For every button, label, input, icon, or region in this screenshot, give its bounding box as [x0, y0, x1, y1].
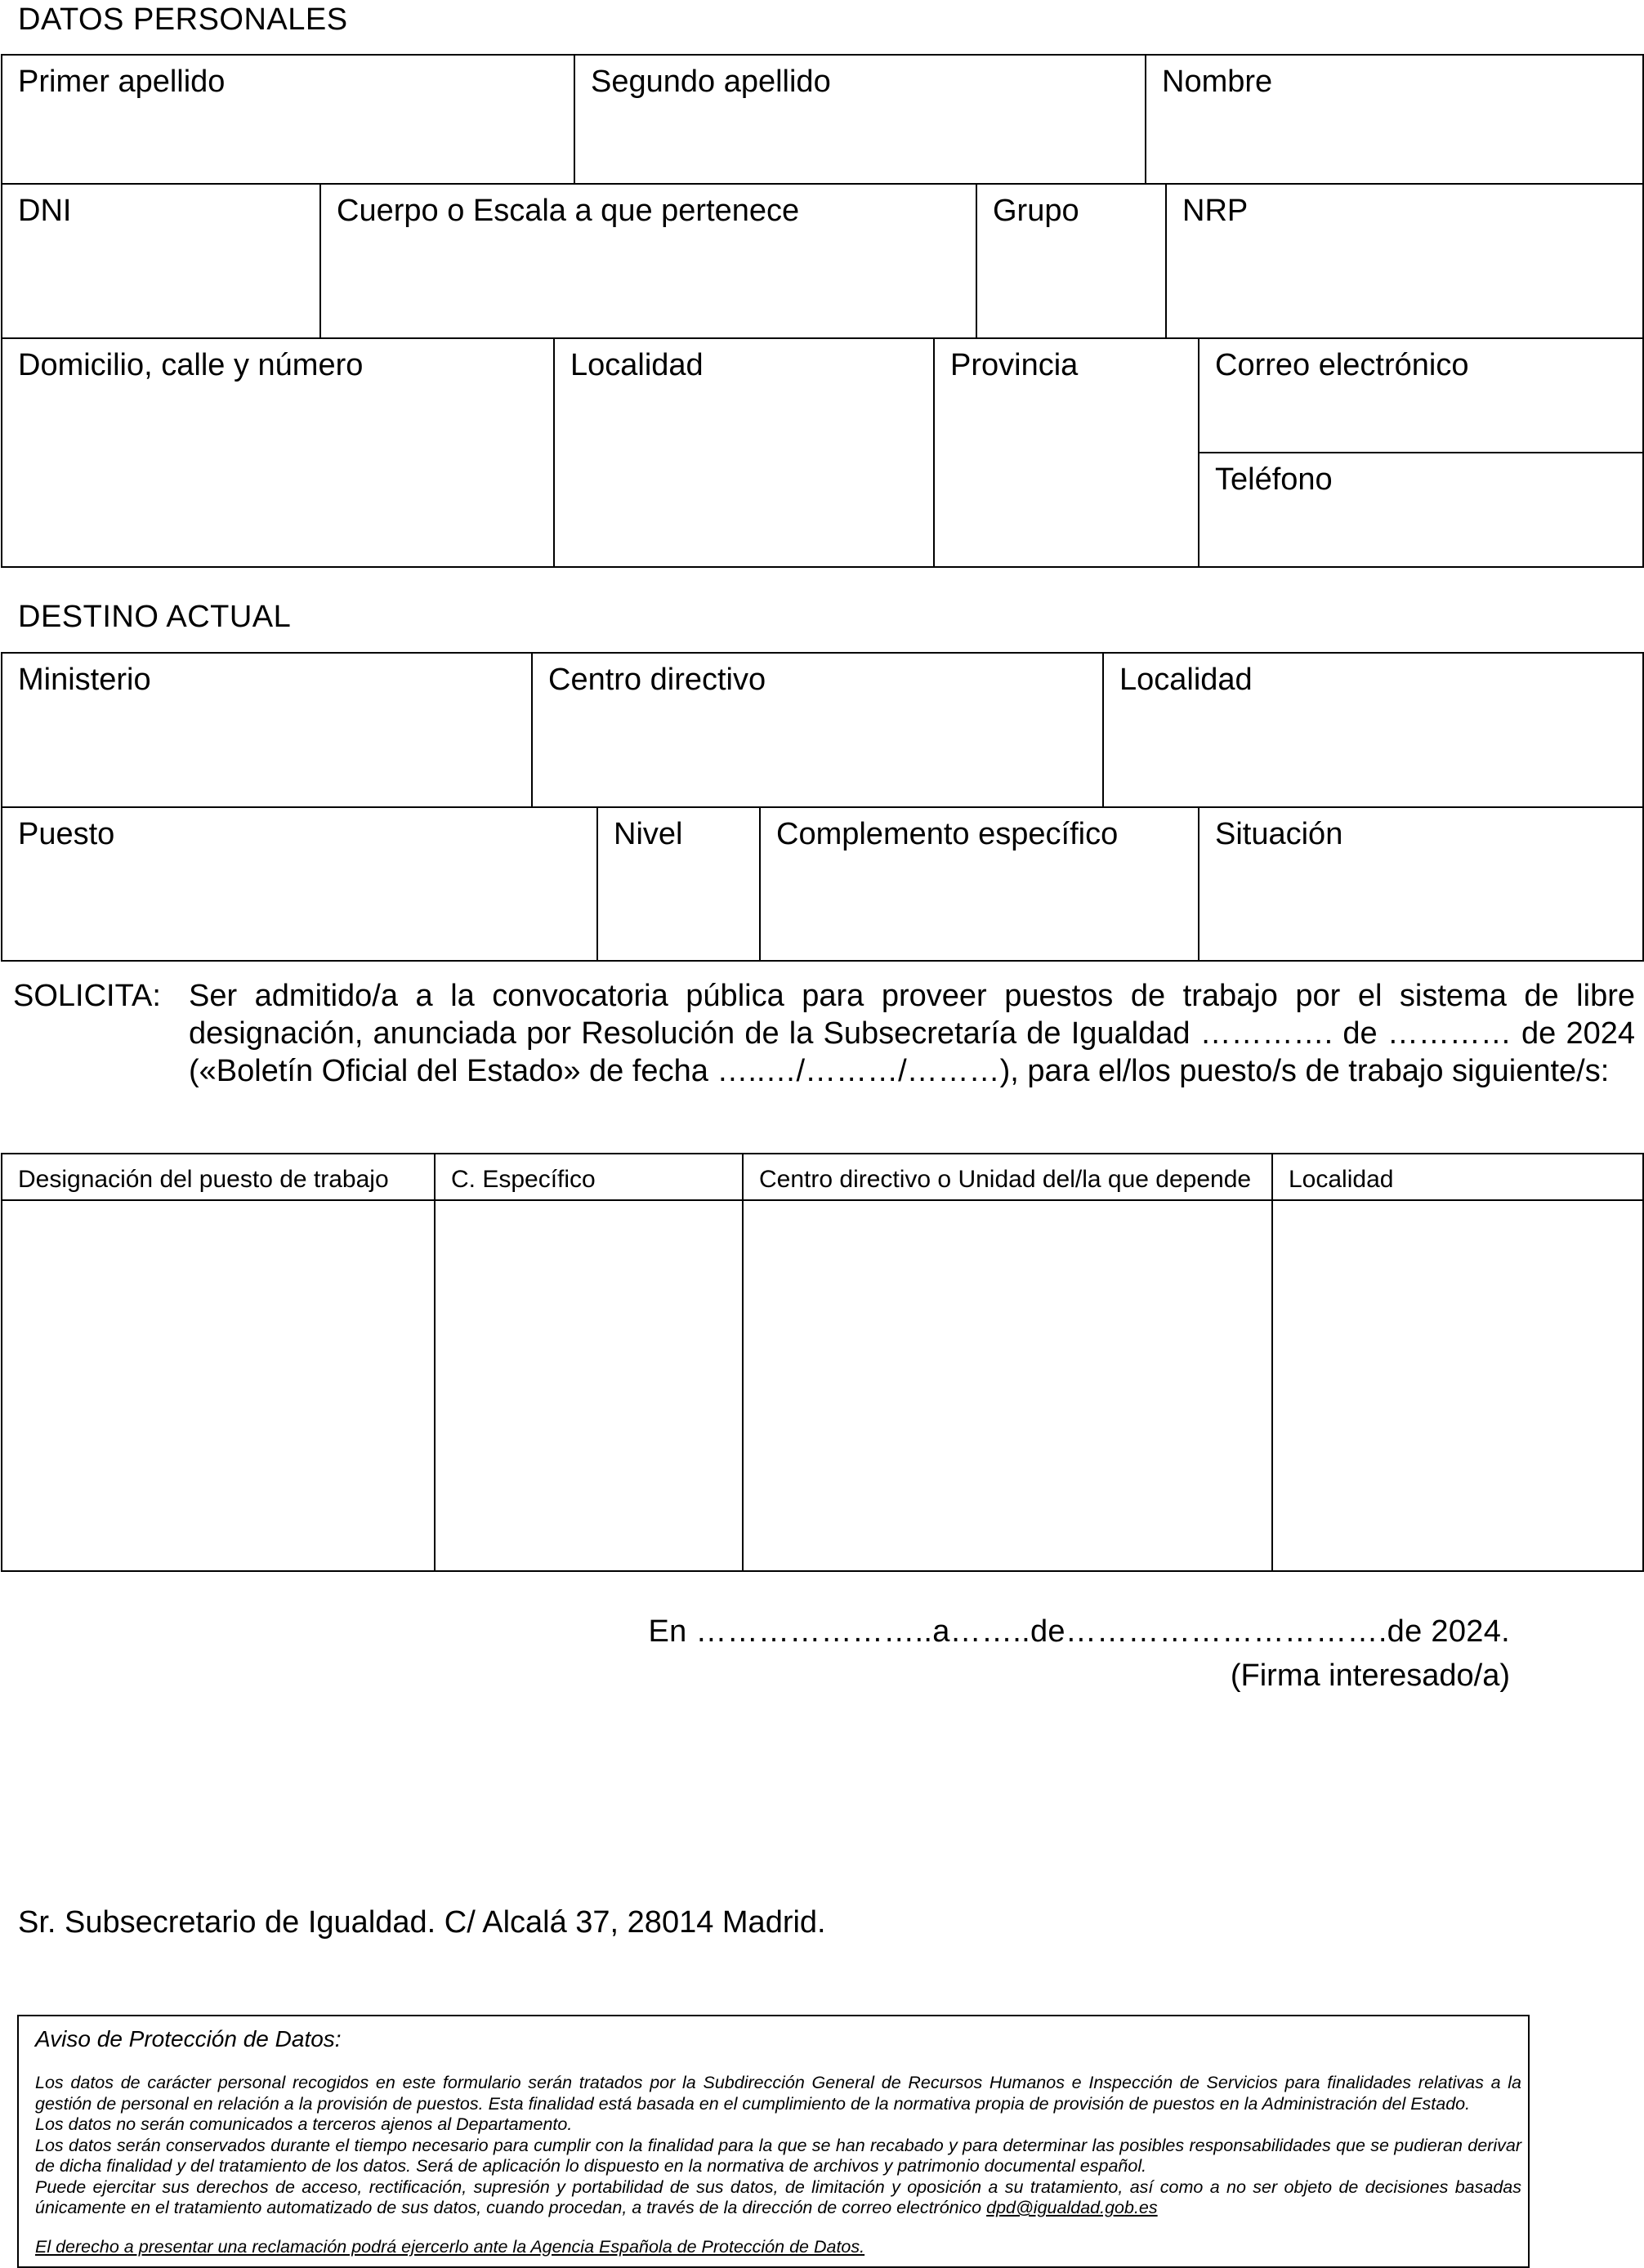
- nombre-label: Nombre: [1162, 65, 1273, 99]
- domicilio-field[interactable]: [2, 337, 554, 566]
- domicilio-label: Domicilio, calle y número: [18, 348, 364, 382]
- destino-actual-table: [1, 652, 1644, 962]
- privacy-paragraph-1: Los datos de carácter personal recogidos en este formulario serán tratados por la Subdirección General de Recursos Humanos e Inspección de Servicios para finalidades relativas a la gestión de personal en relación a la provisión de puestos. Esta finalidad está basada en el cumplimiento de la normativa propia de provisión de puestos en la Administración del Estado.: [35, 2073, 1521, 2114]
- privacy-paragraph-4: [35, 2177, 1521, 2219]
- dni-label: DNI: [18, 194, 72, 228]
- centro-directivo-field[interactable]: [531, 654, 1103, 807]
- correo-electronico-field[interactable]: [1198, 337, 1642, 453]
- privacy-title: Aviso de Protección de Datos:: [35, 2026, 342, 2051]
- privacy-paragraph-3: Los datos serán conservados durante el tiempo necesario para cumplir con la finalidad para la que se han recabado y para determinar las posibles responsabilidades que se pudieran derivar de dicha finalidad y del tratamiento de los datos. Será de aplicación lo dispuesto en la normativa de archivos y patrimonio documental español.: [35, 2135, 1521, 2176]
- nrp-label: NRP: [1182, 194, 1249, 228]
- header-centro-directivo: Centro directivo o Unidad del/la que depende: [742, 1154, 1272, 1199]
- puesto-label: Puesto: [18, 817, 115, 851]
- situacion-field[interactable]: [1198, 806, 1642, 960]
- primer-apellido-label: Primer apellido: [18, 65, 226, 99]
- localidad-destino-field[interactable]: [1102, 654, 1642, 807]
- correo-electronico-label: Correo electrónico: [1215, 348, 1469, 382]
- segundo-apellido-field[interactable]: [574, 56, 1146, 184]
- solicita-text: Ser admitido/a a la convocatoria pública para proveer puestos de trabajo por el sistema de libre designación, anunciada por Resolución de la Subsecretaría de Igualdad …………. de ………… de 2024 («Boletín Oficial del Estado» de fecha …..…/………/………), para el/los puesto/s de trabajo siguiente/s:: [189, 979, 1635, 1088]
- privacy-notice: [17, 2015, 1530, 2268]
- telefono-label: Teléfono: [1215, 462, 1333, 497]
- complemento-especifico-label: Complemento específico: [776, 817, 1119, 851]
- nivel-label: Nivel: [614, 817, 683, 851]
- nombre-field[interactable]: [1145, 56, 1642, 184]
- nrp-field[interactable]: [1165, 183, 1642, 338]
- header-c-especifico: C. Específico: [434, 1154, 744, 1199]
- privacy-reclamacion: El derecho a presentar una reclamación podrá ejercerlo ante la Agencia Española de Protección de Datos.: [35, 2236, 865, 2257]
- segundo-apellido-label: Segundo apellido: [591, 65, 831, 99]
- header-localidad: Localidad: [1271, 1154, 1642, 1199]
- puesto-field[interactable]: [2, 806, 597, 960]
- privacy-paragraph-2: Los datos no serán comunicados a terceros ajenos al Departamento.: [35, 2114, 573, 2134]
- centro-directivo-input-cell[interactable]: [742, 1199, 1272, 1571]
- recipient-address: Sr. Subsecretario de Igualdad. C/ Alcalá 37, 28014 Madrid.: [18, 1905, 826, 1940]
- datos-personales-title: DATOS PERSONALES: [18, 2, 348, 37]
- provincia-field[interactable]: [933, 337, 1199, 566]
- privacy-rights-text: Puede ejercitar sus derechos de acceso, rectificación, supresión y portabilidad de sus datos, de limitación y oposición a su tratamiento, así como a no ser objeto de decisiones basadas únicamente en el tratamiento automatizado de sus datos, cuando procedan, a través de la dirección de correo electrónico: [35, 2176, 1521, 2217]
- header-designacion: Designación del puesto de trabajo: [18, 1166, 389, 1193]
- localidad-personal-label: Localidad: [570, 348, 704, 382]
- date-line: En …………………..a……..de………………………….de 2024.: [648, 1614, 1510, 1649]
- grupo-label: Grupo: [993, 194, 1079, 228]
- puestos-table: [1, 1153, 1644, 1572]
- localidad-destino-label: Localidad: [1119, 663, 1253, 697]
- ministerio-field[interactable]: [2, 654, 532, 807]
- dpd-email-link[interactable]: dpd@igualdad.gob.es: [986, 2198, 1158, 2217]
- datos-personales-table: [1, 54, 1644, 568]
- provincia-label: Provincia: [950, 348, 1079, 382]
- cuerpo-escala-label: Cuerpo o Escala a que pertenece: [337, 194, 800, 228]
- dni-field[interactable]: [2, 183, 320, 338]
- designacion-input-cell[interactable]: [2, 1199, 435, 1571]
- cuerpo-escala-field[interactable]: [319, 183, 976, 338]
- complemento-especifico-field[interactable]: [759, 806, 1199, 960]
- centro-directivo-label: Centro directivo: [548, 663, 766, 697]
- localidad-personal-field[interactable]: [553, 337, 934, 566]
- solicita-label: SOLICITA:: [13, 979, 161, 1013]
- firma-label: (Firma interesado/a): [1230, 1659, 1510, 1693]
- primer-apellido-field[interactable]: [2, 56, 574, 184]
- ministerio-label: Ministerio: [18, 663, 151, 697]
- nivel-field[interactable]: [596, 806, 760, 960]
- c-especifico-input-cell[interactable]: [434, 1199, 744, 1571]
- destino-actual-title: DESTINO ACTUAL: [18, 600, 292, 634]
- telefono-field[interactable]: [1198, 452, 1642, 566]
- localidad-input-cell[interactable]: [1271, 1199, 1642, 1571]
- situacion-label: Situación: [1215, 817, 1343, 851]
- grupo-field[interactable]: [976, 183, 1166, 338]
